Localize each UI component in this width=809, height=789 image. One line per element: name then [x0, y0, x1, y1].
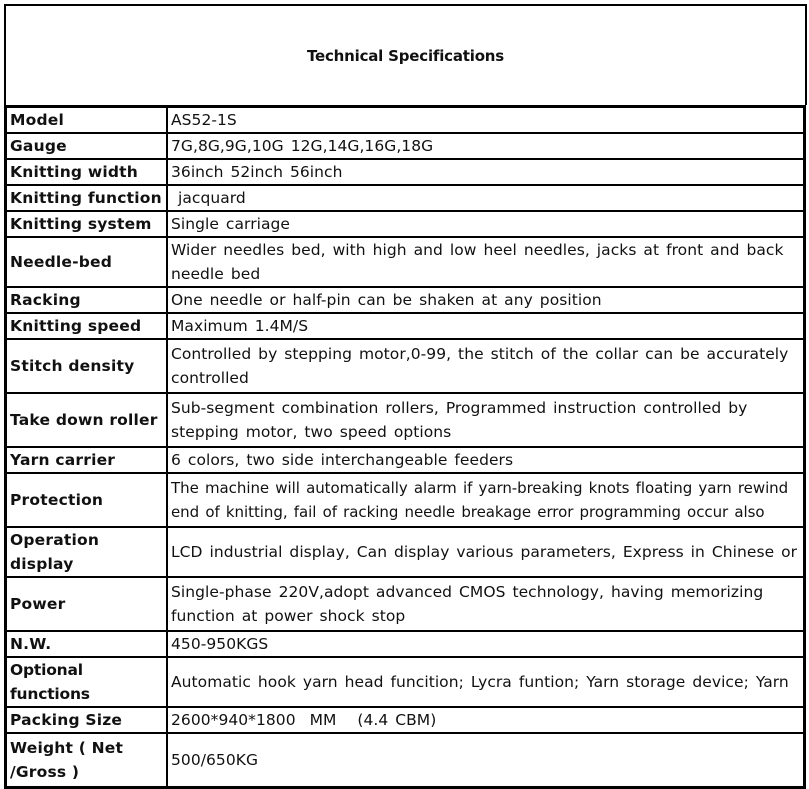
- spec-value: Single-phase 220V,adopt advanced CMOS technology, having memorizing function at power shock stop: [167, 577, 805, 631]
- spec-value: Controlled by stepping motor,0-99, the stitch of the collar can be accurately controlled: [167, 339, 805, 393]
- table-row-model: [6, 107, 805, 134]
- spec-label: Yarn carrier: [6, 447, 168, 473]
- spec-label: Power: [6, 577, 168, 631]
- spec-label: Model: [6, 107, 168, 134]
- spec-value: AS52-1S: [167, 107, 805, 134]
- table-row-optional-functions: [6, 657, 805, 707]
- spec-label: Knitting width: [6, 159, 168, 185]
- spec-value: Automatic hook yarn head funcition; Lycra funtion; Yarn storage device; Yarn: [167, 657, 805, 707]
- spec-label: Needle-bed: [6, 237, 168, 287]
- spec-label: Take down roller: [6, 393, 168, 447]
- spec-label: Knitting system: [6, 211, 168, 237]
- spec-value: jacquard: [167, 185, 805, 211]
- spec-value: 450-950KGS: [167, 631, 805, 657]
- table-row-take-down-roller: [6, 393, 805, 447]
- table-row-knitting-speed: [6, 313, 805, 339]
- table-row-needle-bed: [6, 237, 805, 287]
- spec-label: N.W.: [6, 631, 168, 657]
- spec-label: Optional functions: [6, 657, 168, 707]
- table-row-nw: [6, 631, 805, 657]
- table-row-protection: [6, 473, 805, 527]
- spec-value: 6 colors, two side interchangeable feeders: [167, 447, 805, 473]
- spec-label: Stitch density: [6, 339, 168, 393]
- document-title: Technical Specifications: [306, 46, 505, 65]
- spec-value: The machine will automatically alarm if yarn-breaking knots floating yarn rewind end of knitting, fail of racking needle breakage error programming occur also: [167, 473, 805, 527]
- spec-value: LCD industrial display, Can display various parameters, Express in Chinese or: [167, 527, 805, 577]
- table-row-racking: [6, 287, 805, 313]
- table-row-stitch-density: [6, 339, 805, 393]
- spec-label: Weight ( Net /Gross ): [6, 733, 168, 788]
- table-row-yarn-carrier: [6, 447, 805, 473]
- table-row-gauge: [6, 133, 805, 159]
- spec-value: Maximum 1.4M/S: [167, 313, 805, 339]
- spec-label: Packing Size: [6, 707, 168, 733]
- specifications-table: [4, 105, 806, 789]
- spec-value: 36inch 52inch 56inch: [167, 159, 805, 185]
- table-row-knitting-function: [6, 185, 805, 211]
- spec-label: Racking: [6, 287, 168, 313]
- spec-label: Knitting speed: [6, 313, 168, 339]
- table-row-packing-size: [6, 707, 805, 733]
- table-row-knitting-width: [6, 159, 805, 185]
- spec-value: Wider needles bed, with high and low heel needles, jacks at front and back needle bed: [167, 237, 805, 287]
- spec-value: 500/650KG: [167, 733, 805, 788]
- spec-label: Knitting function: [6, 185, 168, 211]
- spec-value: 7G,8G,9G,10G 12G,14G,16G,18G: [167, 133, 805, 159]
- spec-sheet: [4, 4, 806, 781]
- table-row-operation-display: [6, 527, 805, 577]
- spec-value: Sub-segment combination rollers, Programmed instruction controlled by stepping motor, two speed options: [167, 393, 805, 447]
- spec-label: Operation display: [6, 527, 168, 577]
- table-row-weight: [6, 733, 805, 788]
- title-cell: [4, 4, 807, 105]
- spec-label: Protection: [6, 473, 168, 527]
- spec-value: One needle or half-pin can be shaken at any position: [167, 287, 805, 313]
- table-row-knitting-system: [6, 211, 805, 237]
- spec-label: Gauge: [6, 133, 168, 159]
- table-row-power: [6, 577, 805, 631]
- spec-value: 2600*940*1800 MM (4.4 CBM): [167, 707, 805, 733]
- spec-value: Single carriage: [167, 211, 805, 237]
